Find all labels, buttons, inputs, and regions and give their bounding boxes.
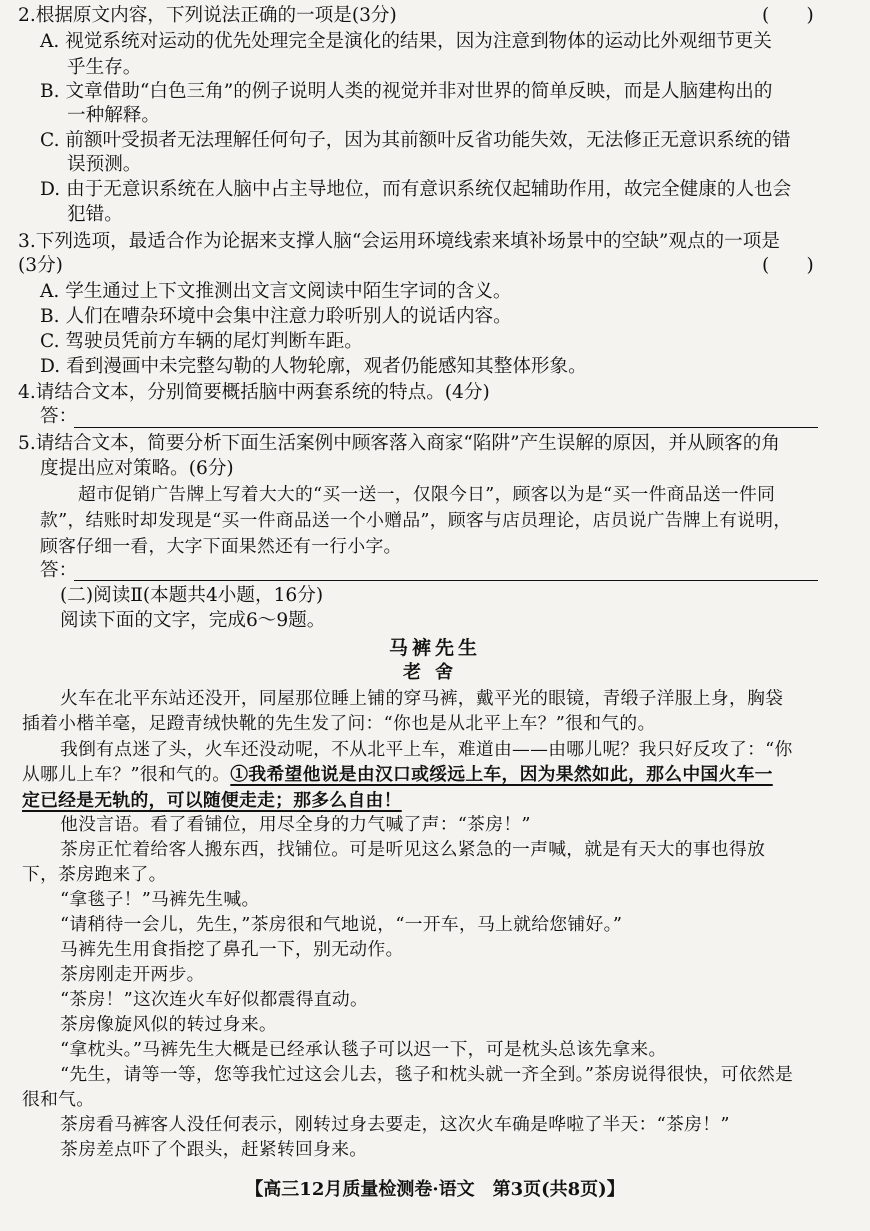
story-line: 下，茶房跑来了。	[22, 864, 167, 885]
story-line: 火车在北平东站还没开，同屋那位睡上铺的穿马裤，戴平光的眼镜，青缎子洋服上身，胸袋	[60, 688, 784, 709]
q2-option-b-cont: 一种解释。	[67, 105, 160, 126]
story-line: 他没言语。看了看铺位，用尽全身的力气喊了声：“茶房！”	[60, 814, 531, 835]
q4-stem: 4.请结合文本，分别简要概括脑中两套系统的特点。(4分)	[18, 382, 490, 403]
q2-option-a-cont: 乎生存。	[67, 57, 142, 78]
q4-answer-label: 答：	[40, 406, 78, 427]
story-line	[22, 763, 773, 787]
q3-option-c: C. 驾驶员凭前方车辆的尾灯判断车距。	[40, 331, 363, 352]
story-line: 马裤先生用食指挖了鼻孔一下，别无动作。	[60, 939, 404, 960]
q5-stem: 5.请结合文本，简要分析下面生活案例中顾客落入商家“陷阱”产生误解的原因，并从顾客的角	[18, 433, 780, 454]
story-line: “拿毯子！”马裤先生喊。	[60, 889, 260, 910]
q3-stem: 3.下列选项，最适合作为论据来支撑人脑“会运用环境线索来填补场景中的空缺”观点的一项是	[18, 231, 780, 252]
story-author: 老舍	[403, 662, 467, 683]
q4-answer-line[interactable]	[74, 427, 818, 428]
section2-instruction: 阅读下面的文字，完成6～9题。	[60, 610, 326, 631]
q5-answer-line[interactable]	[74, 580, 818, 581]
story-line: 很和气。	[22, 1089, 95, 1110]
story-line: 茶房正忙着给客人搬东西，找铺位。可是听见这么紧急的一声喊，就是有天大的事也得放	[60, 839, 766, 860]
story-line: 我倒有点迷了头，火车还没动呢，不从北平上车，难道由——由哪儿呢？我只好反攻了：“你	[60, 739, 793, 760]
story-line: “先生，请等一等，您等我忙过这会儿去，毯子和枕头就一齐全到。”茶房说得很快，可依然是	[60, 1064, 794, 1085]
q3-option-b: B. 人们在嘈杂环境中会集中注意力聆听别人的说话内容。	[40, 306, 512, 327]
story-line: “请稍待一会儿，先生，”茶房很和气地说，“一开车，马上就给您铺好。”	[60, 914, 623, 935]
q3-stem-cont: (3分)	[18, 255, 63, 276]
q2-option-a: A. 视觉系统对运动的优先处理完全是演化的结果，因为注意到物体的运动比外观细节更关	[40, 31, 772, 52]
q2-option-d-cont: 犯错。	[67, 204, 123, 225]
story-line: “茶房！”这次连火车好似都震得直动。	[60, 989, 369, 1010]
page-footer: 【高三12月质量检测卷·语文 第3页(共8页)】	[245, 1179, 625, 1200]
story-title: 马裤先生	[388, 637, 481, 659]
q2-answer-paren[interactable]: ( )	[762, 5, 814, 26]
story-line: 茶房像旋风似的转过身来。	[60, 1014, 277, 1035]
story-line: 插着小楷羊毫，足蹬青绒快靴的先生发了问：“你也是从北平上车？”很和气的。	[22, 713, 656, 734]
q3-option-d: D. 看到漫画中未完整勾勒的人物轮廓，观者仍能感知其整体形象。	[40, 356, 587, 377]
story-line: 茶房刚走开两步。	[60, 964, 205, 985]
q2-option-c-cont: 误预测。	[67, 154, 142, 175]
q2-stem: 2.根据原文内容，下列说法正确的一项是(3分)	[18, 5, 397, 26]
q5-answer-label: 答：	[40, 560, 78, 581]
story-line: 茶房看马裤客人没任何表示，刚转过身去要走，这次火车确是哗啦了半天：“茶房！”	[60, 1114, 730, 1135]
q5-stem-cont: 度提出应对策略。(6分)	[40, 458, 234, 479]
underlined-sentence-1-cont: 定已经是无轨的，可以随便走走；那多么自由！	[22, 790, 402, 811]
q3-option-a: A. 学生通过上下文推测出文言文阅读中陌生字词的含义。	[40, 281, 512, 302]
story-line: “拿枕头。”马裤先生大概是已经承认毯子可以迟一下，可是枕头总该先拿来。	[60, 1039, 667, 1060]
q2-option-b: B. 文章借助“白色三角”的例子说明人类的视觉并非对世界的简单反映，而是人脑建构出的	[40, 81, 773, 102]
story-line: 茶房差点吓了个跟头，赶紧转回身来。	[60, 1139, 368, 1160]
underlined-sentence-1: ①我希望他说是由汉口或绥远上车，因为果然如此，那么中国火车一	[230, 764, 773, 785]
story-text-segment: 从哪儿上车？”很和气的。	[22, 764, 231, 785]
q3-answer-paren[interactable]: ( )	[762, 255, 814, 276]
q5-case-line-2: 款”，结账时却发现是“买一件商品送一个小赠品”，顾客与店员理论，店员说广告牌上有说明，	[40, 510, 792, 531]
q5-case-line-3: 顾客仔细一看，大字下面果然还有一行小字。	[40, 536, 402, 557]
section2-header: (二)阅读Ⅱ(本题共4小题，16分)	[60, 585, 324, 606]
q2-option-d: D. 由于无意识系统在人脑中占主导地位，而有意识系统仅起辅助作用，故完全健康的人也会	[40, 179, 792, 200]
q5-case-line-1: 超市促销广告牌上写着大大的“买一送一，仅限今日”，顾客以为是“买一件商品送一件同	[78, 484, 776, 505]
story-line	[22, 789, 402, 813]
q2-option-c: C. 前额叶受损者无法理解任何句子，因为其前额叶反省功能失效，无法修正无意识系统的错	[40, 130, 791, 151]
